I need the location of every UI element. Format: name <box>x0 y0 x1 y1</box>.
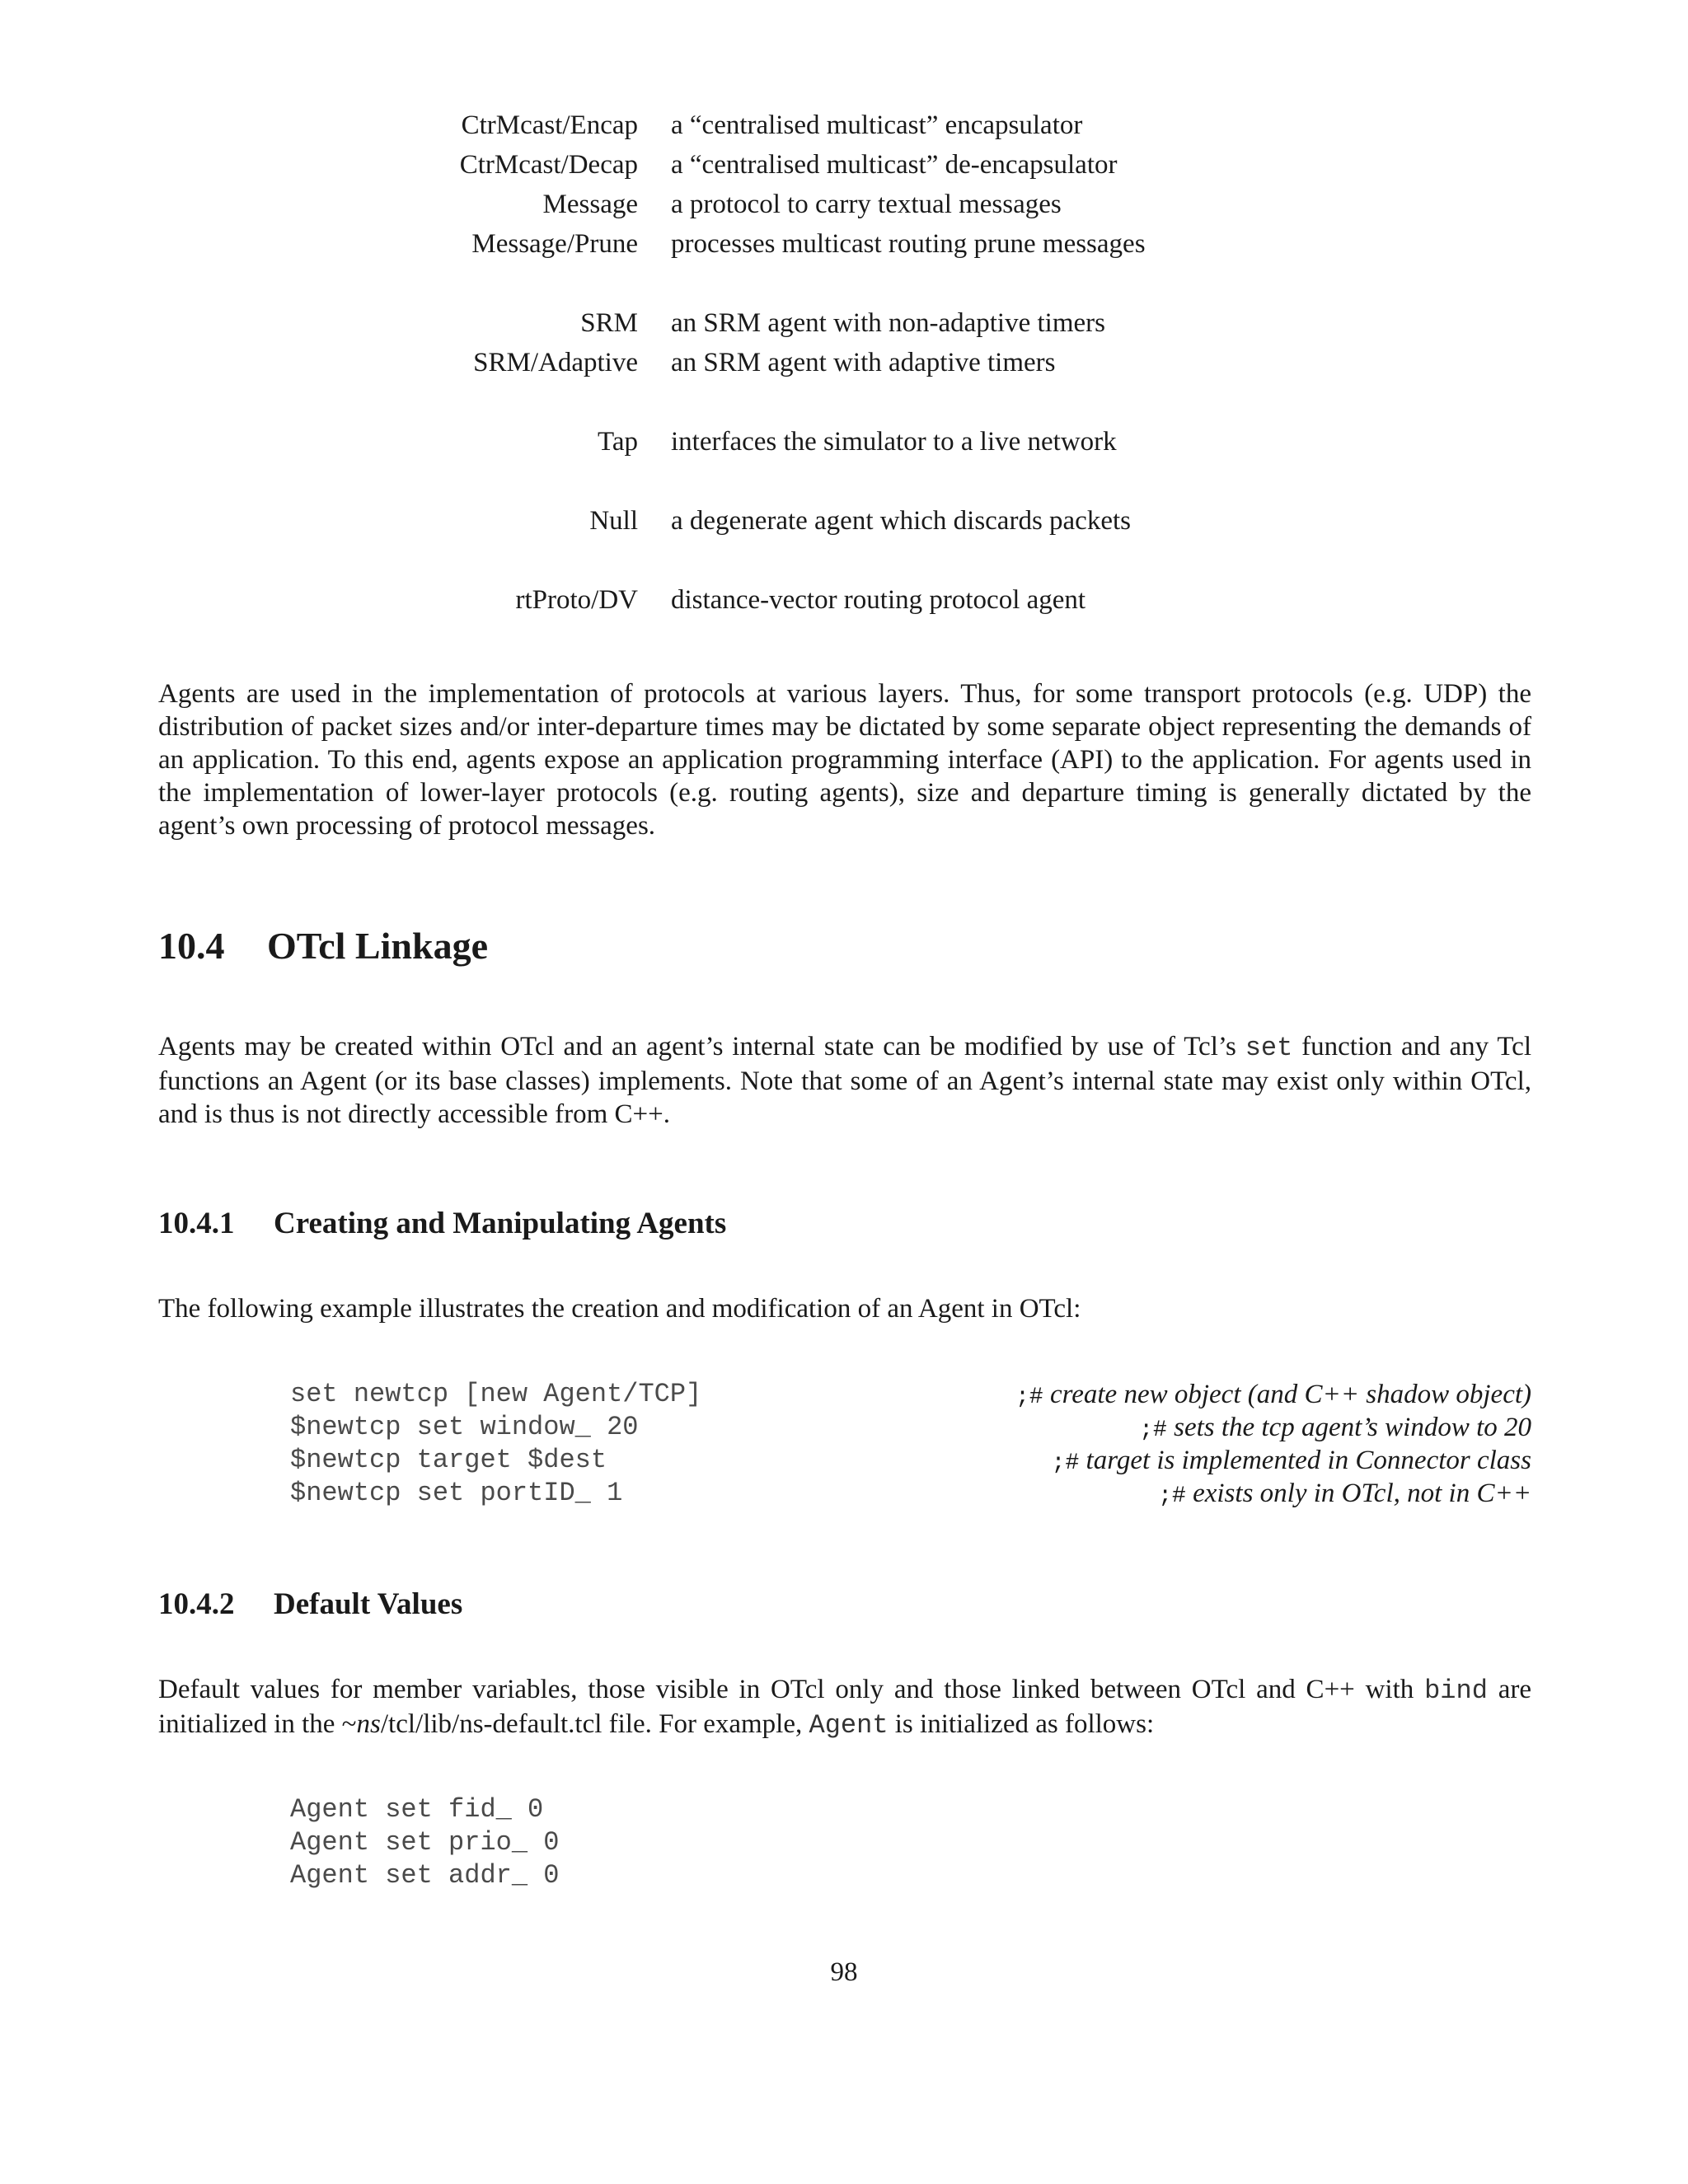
agent-row <box>0 343 1688 382</box>
agent-name: rtProto/DV <box>515 585 638 615</box>
code-statement: Agent set fid_ 0 <box>290 1794 544 1825</box>
code-statement: $newtcp set portID_ 1 <box>290 1478 623 1508</box>
comment-text: exists only in OTcl, not in C++ <box>1185 1479 1531 1508</box>
agent-description: processes multicast routing prune messages <box>671 229 1146 259</box>
subsection-heading-10-4-1 <box>158 1205 726 1243</box>
code-statement: Agent set addr_ 0 <box>290 1860 560 1891</box>
section-title: OTcl Linkage <box>267 925 488 967</box>
code-example-creating-agents <box>290 1378 1531 1510</box>
agent-name: Null <box>589 506 638 536</box>
agent-row <box>0 145 1688 185</box>
agent-row <box>0 501 1688 541</box>
agent-name: Message <box>542 190 638 219</box>
agent-group <box>0 501 1688 541</box>
page-number: 98 <box>830 1957 858 1987</box>
comment-text: target is implemented in Connector class <box>1079 1446 1531 1475</box>
agent-type-table <box>0 105 1688 659</box>
subsection-number: 10.4.2 <box>158 1587 235 1621</box>
comment-marker: ;# <box>1158 1483 1186 1509</box>
inline-code-set: set <box>1245 1033 1293 1063</box>
agent-row <box>0 224 1688 264</box>
code-line <box>290 1411 1531 1444</box>
code-line <box>290 1859 1531 1892</box>
code-statement: set newtcp [new Agent/TCP] <box>290 1379 702 1409</box>
paragraph-text: Agents may be created within OTcl and an agent’s internal state can be modified by use of Tcl’s <box>158 1032 1245 1062</box>
paragraph-text: /tcl/lib/ns-default.tcl file. For example, <box>380 1709 809 1739</box>
agent-name: Message/Prune <box>471 229 638 259</box>
comment-marker: ;# <box>1051 1451 1080 1476</box>
code-line <box>290 1378 1531 1411</box>
agent-description: an SRM agent with non-adaptive timers <box>671 308 1105 338</box>
paragraph-text: function and any Tcl functions an Agent (or its base classes) implements. Note that some of an Agent’s internal state may exist only within OTcl, and is thus is not directly accessible from C++. <box>158 1032 1532 1129</box>
agent-row <box>0 580 1688 620</box>
agent-description: distance-vector routing protocol agent <box>671 585 1086 615</box>
paragraph-text: are initialized in the ~ <box>158 1675 1531 1739</box>
agent-row <box>0 105 1688 145</box>
agent-name: CtrMcast/Decap <box>459 150 638 180</box>
code-line <box>290 1477 1531 1510</box>
agent-row <box>0 185 1688 224</box>
subsection-heading-10-4-2 <box>158 1586 462 1624</box>
comment-marker: ;# <box>1139 1418 1167 1443</box>
code-line <box>290 1793 1531 1826</box>
code-line <box>290 1444 1531 1477</box>
agent-description: interfaces the simulator to a live network <box>671 427 1117 457</box>
agent-name: Tap <box>597 427 638 457</box>
code-comment <box>1139 1411 1531 1444</box>
code-comment <box>1015 1378 1531 1411</box>
paragraph-text: Default values for member variables, those visible in OTcl only and those linked between OTcl and C++ with <box>158 1675 1425 1704</box>
code-comment <box>1052 1444 1531 1477</box>
agent-group <box>0 105 1688 264</box>
code-comment <box>1158 1477 1531 1510</box>
agent-name: SRM <box>580 308 638 338</box>
code-example-default-values <box>290 1793 1531 1892</box>
agent-description: a degenerate agent which discards packets <box>671 506 1131 536</box>
agent-group <box>0 422 1688 462</box>
section-heading-10-4 <box>158 923 488 969</box>
default-values-paragraph <box>158 1673 1531 1742</box>
agent-description: a protocol to carry textual messages <box>671 190 1062 219</box>
otcl-linkage-paragraph <box>158 1030 1531 1131</box>
agent-name: SRM/Adaptive <box>473 348 638 377</box>
code-line <box>290 1826 1531 1859</box>
inline-code-bind: bind <box>1424 1675 1488 1706</box>
agent-description: a “centralised multicast” encapsulator <box>671 110 1083 140</box>
inline-code-agent: Agent <box>809 1710 889 1741</box>
agent-group <box>0 580 1688 620</box>
agent-description: a “centralised multicast” de-encapsulator <box>671 150 1118 180</box>
intro-paragraph: Agents are used in the implementation of protocols at various layers. Thus, for some transport protocols (e.g. UDP) the distribution of packet sizes and/or inter-departure times may be dictated by some separate object representing the demands of an application. To this end, agents expose an application programming interface (API) to the application. For agents used in the implementation of lower-layer protocols (e.g. routing agents), size and departure timing is generally dictated by the agent’s own processing of protocol messages. <box>158 679 1531 841</box>
code-statement: $newtcp set window_ 20 <box>290 1412 639 1442</box>
code-statement: $newtcp target $dest <box>290 1445 607 1475</box>
agent-description: an SRM agent with adaptive timers <box>671 348 1056 377</box>
ns-italic: ns <box>356 1709 381 1739</box>
comment-text: create new object (and C++ shadow object) <box>1043 1380 1531 1409</box>
comment-marker: ;# <box>1015 1385 1043 1410</box>
subsection-number: 10.4.1 <box>158 1207 235 1240</box>
paragraph-text: is initialized as follows: <box>888 1709 1155 1739</box>
code-statement: Agent set prio_ 0 <box>290 1827 560 1858</box>
subsection-title: Default Values <box>274 1587 463 1621</box>
agent-row <box>0 422 1688 462</box>
section-number: 10.4 <box>158 925 225 967</box>
comment-text: sets the tcp agent’s window to 20 <box>1166 1413 1531 1442</box>
agent-group <box>0 303 1688 382</box>
agent-name: CtrMcast/Encap <box>461 110 638 140</box>
creating-agents-paragraph: The following example illustrates the creation and modification of an Agent in OTcl: <box>158 1294 1081 1324</box>
subsection-title: Creating and Manipulating Agents <box>274 1207 727 1240</box>
agent-row <box>0 303 1688 343</box>
